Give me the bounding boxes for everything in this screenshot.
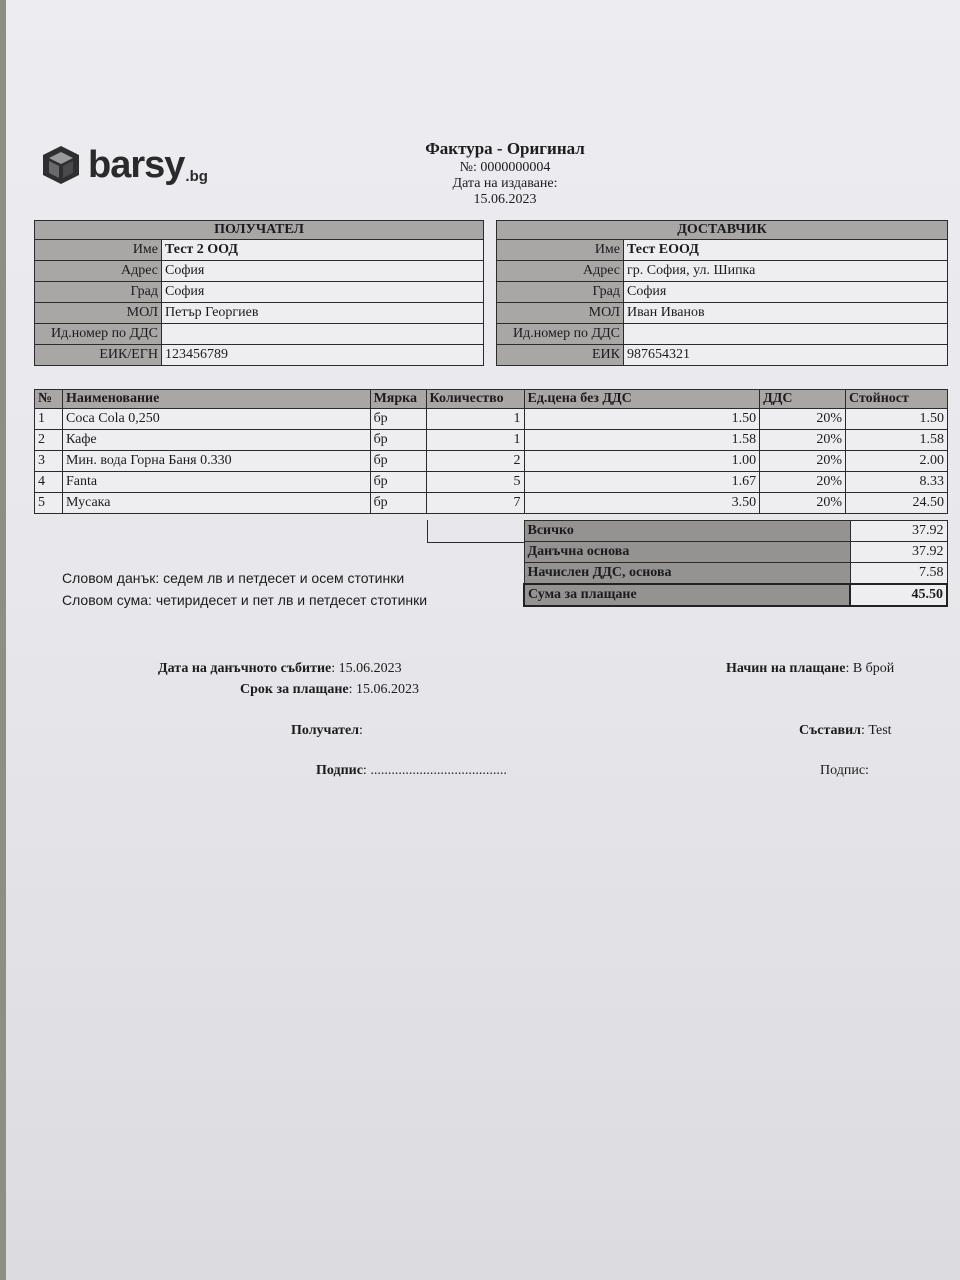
- invoice-header: [380, 138, 630, 208]
- supplier-row: Град София: [497, 282, 948, 303]
- cube-logo-icon: [38, 142, 84, 188]
- tax-in-words: Словом данък: седем лв и петдесет и осем стотинки: [62, 570, 405, 586]
- supplier-row: Ид.номер по ДДС: [497, 324, 948, 345]
- totals-row: Всичко 37.92: [524, 521, 947, 542]
- table-row: 5 Мусака бр 7 3.50 20% 24.50: [35, 493, 948, 514]
- totals-table: [523, 520, 948, 607]
- issue-date-label: Дата на издаване:: [452, 176, 558, 191]
- logo-tld: .bg: [185, 167, 208, 185]
- supplier-row: Име Тест ЕООД: [497, 240, 948, 261]
- grand-total-row: Сума за плащане 45.50: [524, 584, 947, 606]
- col-unit: Мярка: [370, 390, 426, 409]
- supplier-heading: ДОСТАВЧИК: [497, 221, 948, 240]
- col-vat: ДДС: [760, 390, 846, 409]
- recipient-row: Адрес София: [35, 261, 484, 282]
- supplier-row: ЕИК 987654321: [497, 345, 948, 366]
- recipient-heading: ПОЛУЧАТЕЛ: [35, 221, 484, 240]
- table-row: 4 Fanta бр 5 1.67 20% 8.33: [35, 472, 948, 493]
- supplier-row: МОЛ Иван Иванов: [497, 303, 948, 324]
- sum-in-words: Словом сума: четиридесет и пет лв и петдесет стотинки: [62, 592, 428, 608]
- recipient-row: Град София: [35, 282, 484, 303]
- supplier-row: Адрес гр. София, ул. Шипка: [497, 261, 948, 282]
- tax-event-date: Дата на данъчното събитие: 15.06.2023: [158, 661, 402, 676]
- table-row: 2 Кафе бр 1 1.58 20% 1.58: [35, 430, 948, 451]
- totals-row: Данъчна основа 37.92: [524, 542, 947, 563]
- col-qty: Количество: [426, 390, 524, 409]
- recipient-row: Име Тест 2 ООД: [35, 240, 484, 261]
- invoice-number: №: 0000000004: [459, 160, 551, 175]
- col-total: Стойност: [846, 390, 948, 409]
- table-row: 1 Coca Cola 0,250 бр 1 1.50 20% 1.50: [35, 409, 948, 430]
- payment-due-date: Срок за плащане: 15.06.2023: [240, 682, 419, 697]
- composer: Съставил: Test: [799, 723, 892, 738]
- supplier-table: [496, 220, 948, 366]
- items-table: [34, 389, 948, 514]
- col-name: Наименование: [62, 390, 370, 409]
- recipient-table: [34, 220, 484, 366]
- payment-method: Начин на плащане: В брой: [726, 661, 895, 676]
- recipient-row: ЕИК/ЕГН 123456789: [35, 345, 484, 366]
- composer-signature: Подпис:: [820, 763, 869, 778]
- recipient-row: МОЛ Петър Георгиев: [35, 303, 484, 324]
- recipient-signature: Подпис: .......................................: [316, 763, 507, 778]
- totals-row: Начислен ДДС, основа 7.58: [524, 563, 947, 585]
- recipient-row: Ид.номер по ДДС: [35, 324, 484, 345]
- totals-spacer-cell: [427, 520, 525, 543]
- issue-date: 15.06.2023: [473, 192, 537, 207]
- amount-in-words: [62, 567, 427, 611]
- signature-line: .......................................: [370, 763, 507, 778]
- barsy-logo: [38, 140, 208, 190]
- logo-wordmark: barsy: [88, 143, 185, 186]
- col-no: №: [35, 390, 63, 409]
- items-header-row: [35, 390, 948, 409]
- col-price: Ед.цена без ДДС: [524, 390, 760, 409]
- recipient-signature-label: Получател:: [291, 723, 363, 738]
- invoice-title: Фактура - Оригинал: [425, 139, 585, 158]
- table-row: 3 Мин. вода Горна Баня 0.330 бр 2 1.00 20% 2.00: [35, 451, 948, 472]
